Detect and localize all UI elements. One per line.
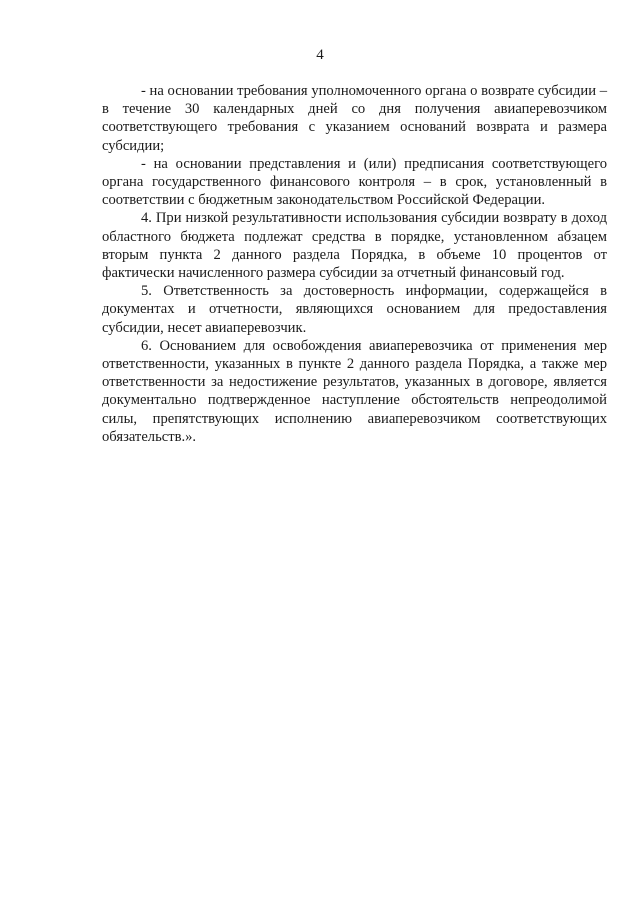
document-body: [102, 82, 607, 446]
paragraph-item-6-force-majeure: 6. Основанием для освобождения авиаперевозчика от применения мер ответственности, указанных в пункте 2 данного раздела Порядка, а также мер ответственности за недостижение результатов, указанных в договоре, является документально подтвержденное наступление обстоятельств непреодолимой силы, препятствующих исполнению авиаперевозчиком соответствующих обязательств.».: [102, 337, 607, 445]
page-number: 4: [316, 47, 324, 63]
paragraph-refund-on-control-order: - на основании представления и (или) предписания соответствующего органа государственного финансового контроля – в срок, установленный в соответствии с бюджетным законодательством Российской Федерации.: [102, 155, 607, 209]
paragraph-item-5-responsibility: 5. Ответственность за достоверность информации, содержащейся в документах и отчетности, являющихся основанием для предоставления субсидии, несет авиаперевозчик.: [102, 283, 607, 336]
paragraph-refund-on-request: - на основании требования уполномоченного органа о возврате субсидии – в течение 30 календарных дней со дня получения авиаперевозчиком соответствующего требования с указанием оснований возврата и размера субсидии;: [102, 83, 607, 154]
paragraph-item-4-low-effectiveness: 4. При низкой результативности использования субсидии возврату в доход областного бюджета подлежат средства в порядке, установленном абзацем вторым пункта 2 данного раздела Порядка, в объеме 10 процентов от фактически начисленного размера субсидии за отчетный финансовый год.: [102, 210, 607, 282]
